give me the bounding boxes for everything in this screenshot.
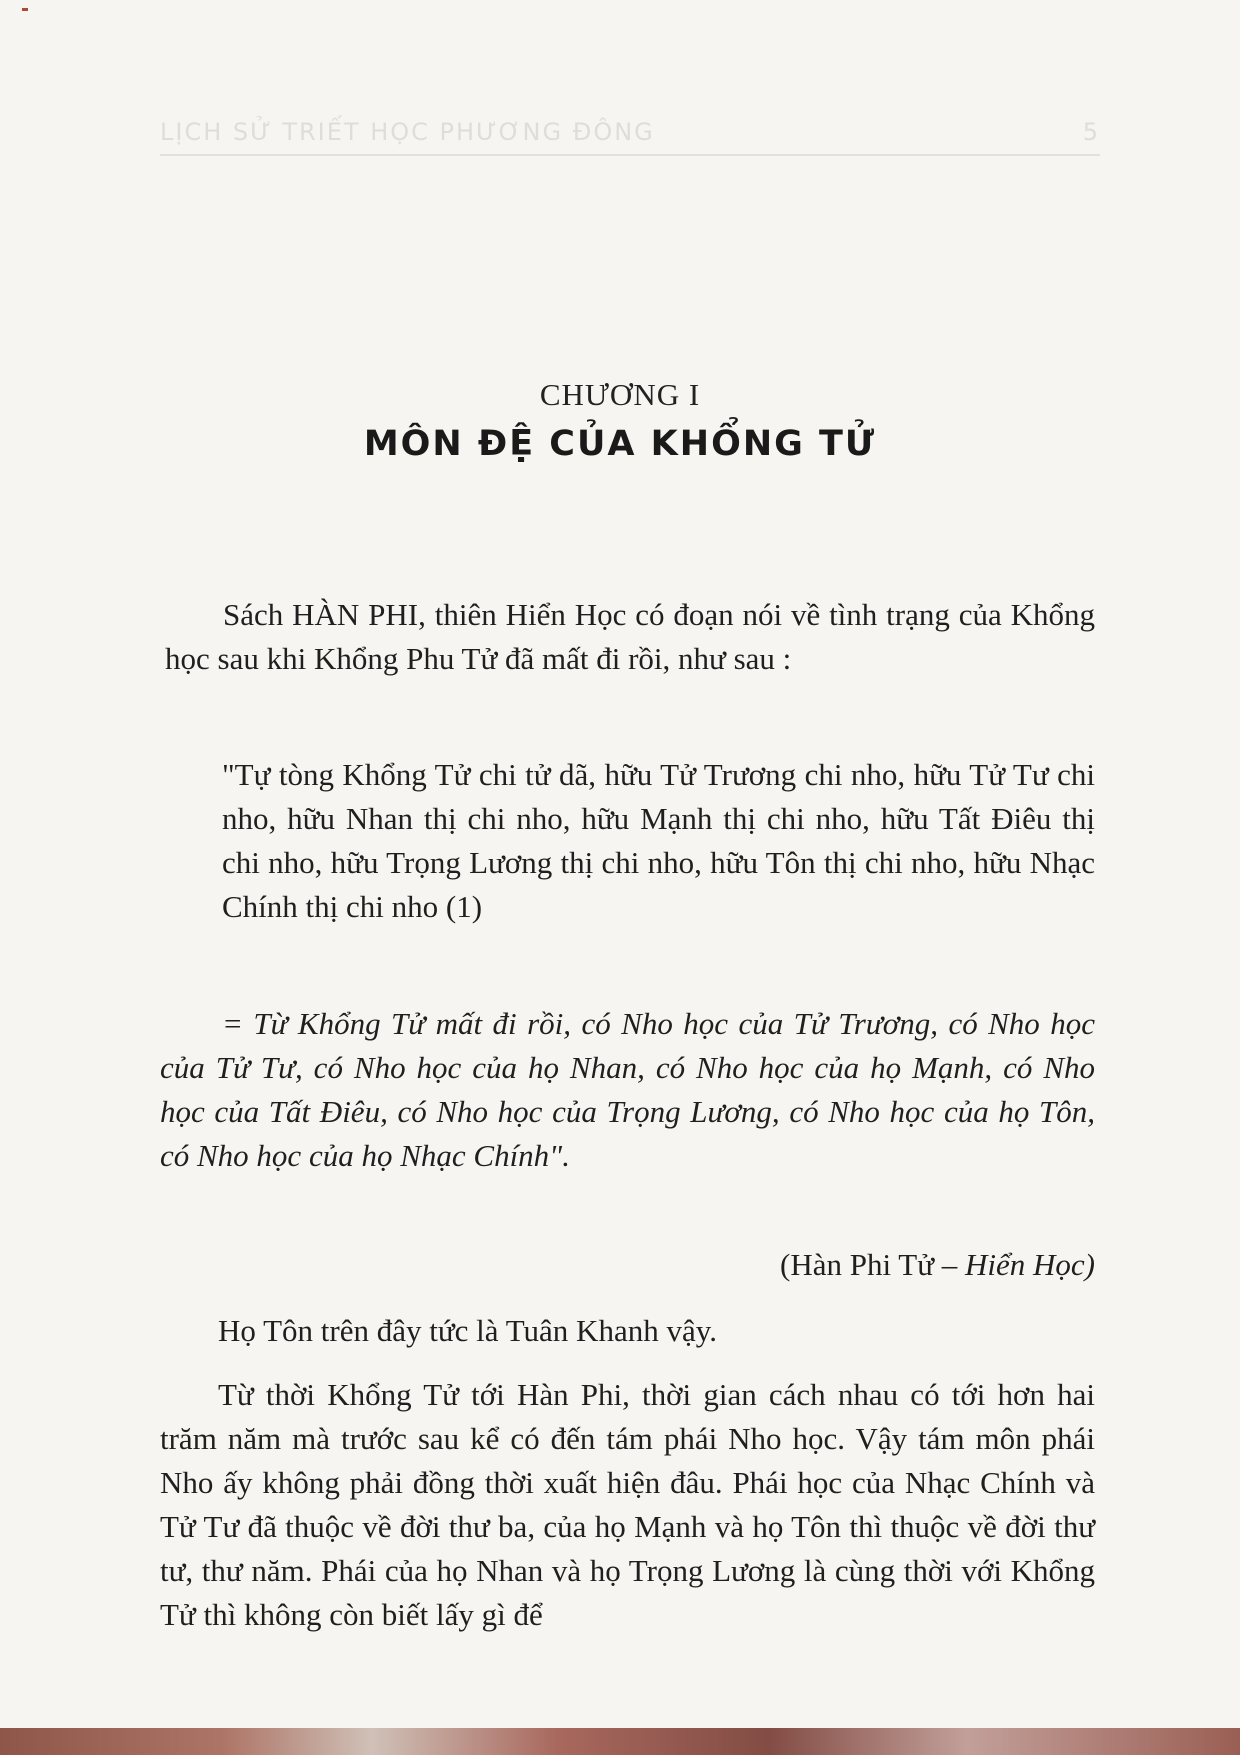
intro-paragraph: Sách HÀN PHI, thiên Hiển Học có đoạn nói về tình trạng của Khổng học sau khi Khổng Phu Tử đã mất đi rồi, như sau : [165,597,1095,676]
header-rule [160,154,1100,156]
translation-paragraph: = Từ Khổng Tử mất đi rồi, có Nho học của Tử Trương, có Nho học của Tử Tư, có Nho học của họ Nhan, có Nho học của họ Mạnh, có Nho học của Tất Điêu, có Nho học của Trọng Lương, có Nho học của họ Tôn, có Nho học của họ Nhạc Chính". [160,1006,1095,1173]
page-number: 5 [1082,118,1100,146]
paragraph-history: Từ thời Khổng Tử tới Hàn Phi, thời gian cách nhau có tới hơn hai trăm năm mà trước sau kể có đến tám phái Nho học. Vậy tám môn phái Nho ấy không phải đồng thời xuất hiện đâu. Phái học của Nhạc Chính và Tử Tư đã thuộc về đời thư ba, của họ Mạnh và họ Tôn thì thuộc về đời thư tư, thư năm. Phái của họ Nhan và họ Trọng Lương là cùng thời với Khổng Tử thì không còn biết lấy gì để [160,1377,1095,1632]
quote-paragraph: "Tự tòng Khổng Tử chi tử dã, hữu Tử Trương chi nho, hữu Tử Tư chi nho, hữu Nhan thị chi nho, hữu Mạnh thị chi nho, hữu Tất Điêu thị chi nho, hữu Trọng Lương thị chi nho, hữu Tôn thị chi nho, hữu Nhạc Chính thị chi nho (1) [222,757,1095,924]
scan-mark [22,8,28,11]
chapter-label: CHƯƠNG I [539,377,701,412]
paragraph-tuan-khanh: Họ Tôn trên đây tức là Tuân Khanh vậy. [218,1313,717,1348]
running-header-title: LỊCH SỬ TRIẾT HỌC PHƯƠNG ĐÔNG [160,118,655,146]
chapter-title: MÔN ĐỆ CỦA KHỔNG TỬ [363,424,877,464]
citation-author: (Hàn Phi Tử – [780,1247,966,1282]
running-header [160,112,1100,152]
citation-work: Hiển Học) [965,1247,1095,1282]
page-edge-band [0,1728,1240,1755]
citation [160,1243,1095,1287]
